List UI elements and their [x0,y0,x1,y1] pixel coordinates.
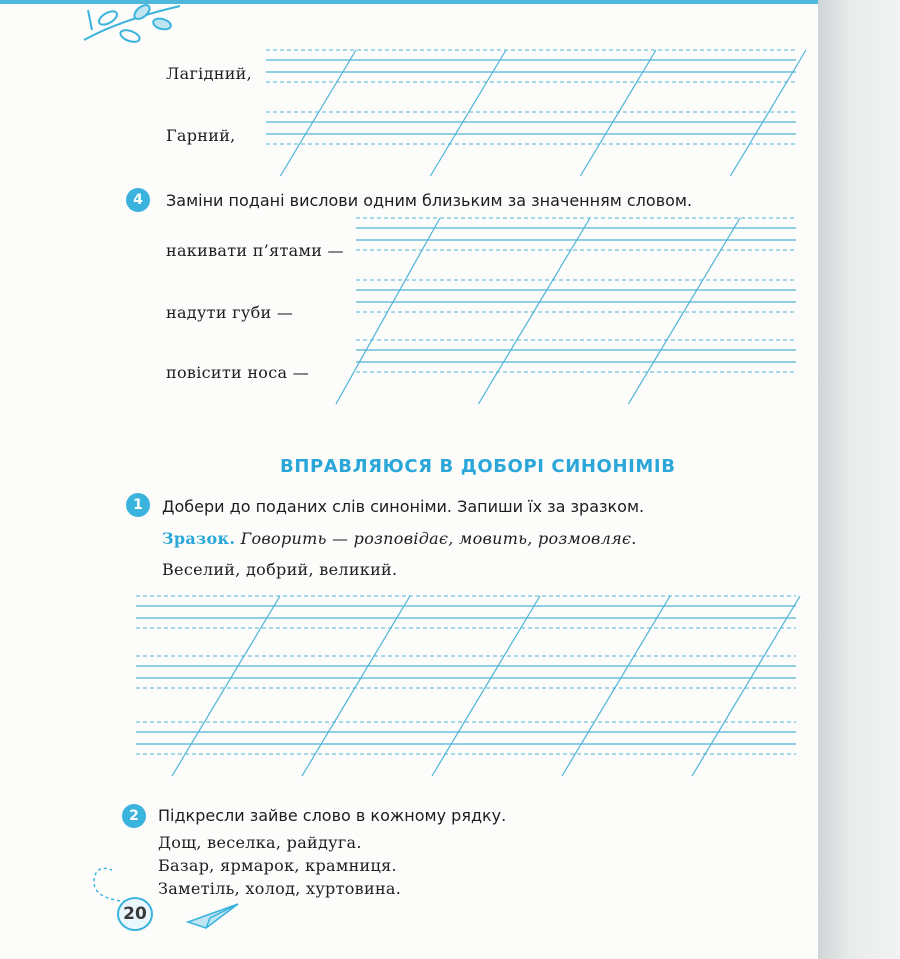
task-2-badge: 2 [122,804,146,828]
word-harnyi: Гарний, [166,126,236,145]
task-2-instruction: Підкресли зайве слово в кожному рядку. [158,806,507,825]
slant-guide [336,218,440,404]
task-2-row: Дощ, веселка, райдуга. [158,833,362,852]
slant-guide [580,50,656,176]
phrase-nakyvaty: накивати п’ятами — [166,241,344,260]
task-1-badge: 1 [126,493,150,517]
slant-guide [280,50,356,176]
book-spine [818,0,900,959]
task-1-instruction: Добери до поданих слів синоніми. Запиши їх за зразком. [162,497,645,516]
word-lahidnyi: Лагідний, [166,64,253,83]
slant-guide [692,596,800,776]
slant-guide [730,50,806,176]
task-4-instruction: Заміни подані вислови одним близьким за значенням словом. [166,191,693,210]
task-1-words: Веселий, добрий, великий. [162,560,398,579]
task-2-row: Базар, ярмарок, крамниця. [158,856,397,875]
slant-guide [302,596,410,776]
task-2-row: Заметіль, холод, хуртовина. [158,879,402,898]
slant-guide [430,50,506,176]
slant-guide [172,596,280,776]
slant-guide [562,596,670,776]
slant-guide [628,218,740,404]
phrase-povisyty: повісити носа — [166,363,310,382]
sample-label: Зразок. [162,529,236,548]
sample-text: Говорить — розповідає, мовить, розмовляє. [240,529,637,548]
task-4-badge: 4 [126,188,150,212]
slant-guide [432,596,540,776]
slant-guide [478,218,590,404]
phrase-naduty: надути губи — [166,303,294,322]
page-number: 20 [117,897,153,931]
section-title: ВПРАВЛЯЮСЯ В ДОБОРІ СИНОНІМІВ [280,456,676,477]
